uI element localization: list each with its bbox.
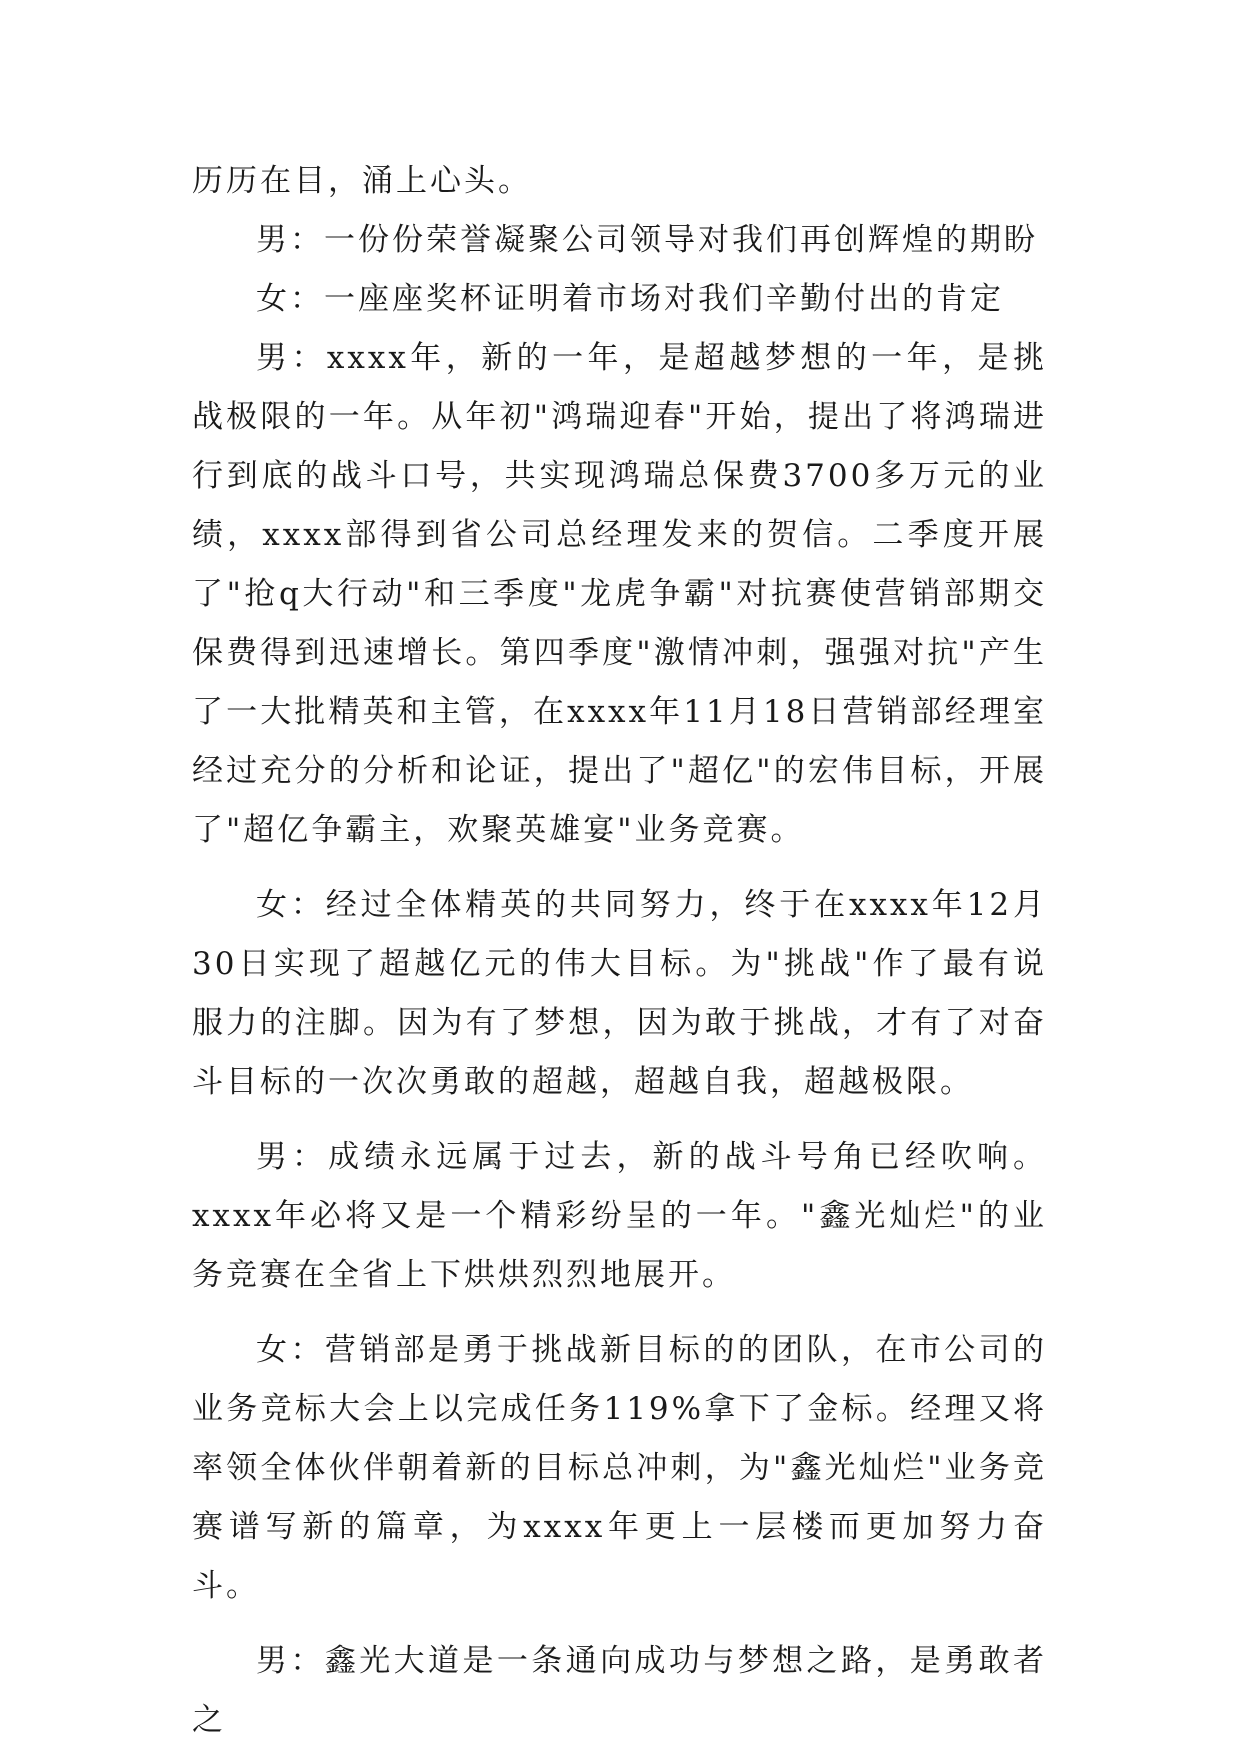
paragraph-female-achievement: 女：经过全体精英的共同努力，终于在xxxx年12月30日实现了超越亿元的伟大目标。为"挑战"作了最有说服力的注脚。因为有了梦想，因为敢于挑战，才有了对奋斗目标的一次次勇敢的超越，超越自我，超越极限。: [192, 887, 1047, 1100]
paragraph-male-new-battle: 男：成绩永远属于过去，新的战斗号角已经吹响。xxxx年必将又是一个精彩纷呈的一年。"鑫光灿烂"的业务竞赛在全省上下烘烘烈烈地展开。: [192, 1139, 1047, 1293]
paragraph-continuation: 历历在目，涌上心头。: [192, 163, 532, 199]
paragraph-male-year-review: 男：xxxx年，新的一年，是超越梦想的一年，是挑战极限的一年。从年初"鸿瑞迎春"开始，提出了将鸿瑞进行到底的战斗口号，共实现鸿瑞总保费3700多万元的业绩，xxxx部得到省公司总经理发来的贺信。二季度开展了"抢q大行动"和三季度"龙虎争霸"对抗赛使营销部期交保费得到迅速增长。第四季度"激情冲刺，强强对抗"产生了一大批精英和主管，在xxxx年11月18日营销部经理室经过充分的分析和论证，提出了"超亿"的宏伟目标，开展了"超亿争霸主，欢聚英雄宴"业务竞赛。: [192, 340, 1047, 848]
paragraph-male-honor: 男：一份份荣誉凝聚公司领导对我们再创辉煌的期盼: [256, 222, 1038, 258]
document-body: [192, 152, 1047, 1750]
paragraph-female-trophy: 女：一座座奖杯证明着市场对我们辛勤付出的肯定: [256, 281, 1004, 317]
paragraph-male-road: 男：鑫光大道是一条通向成功与梦想之路，是勇敢者之: [192, 1643, 1047, 1738]
paragraph-female-team: 女：营销部是勇于挑战新目标的的团队，在市公司的业务竞标大会上以完成任务119%拿下了金标。经理又将率领全体伙伴朝着新的目标总冲刺，为"鑫光灿烂"业务竞赛谱写新的篇章，为xxxx年更上一层楼而更加努力奋斗。: [192, 1332, 1047, 1604]
